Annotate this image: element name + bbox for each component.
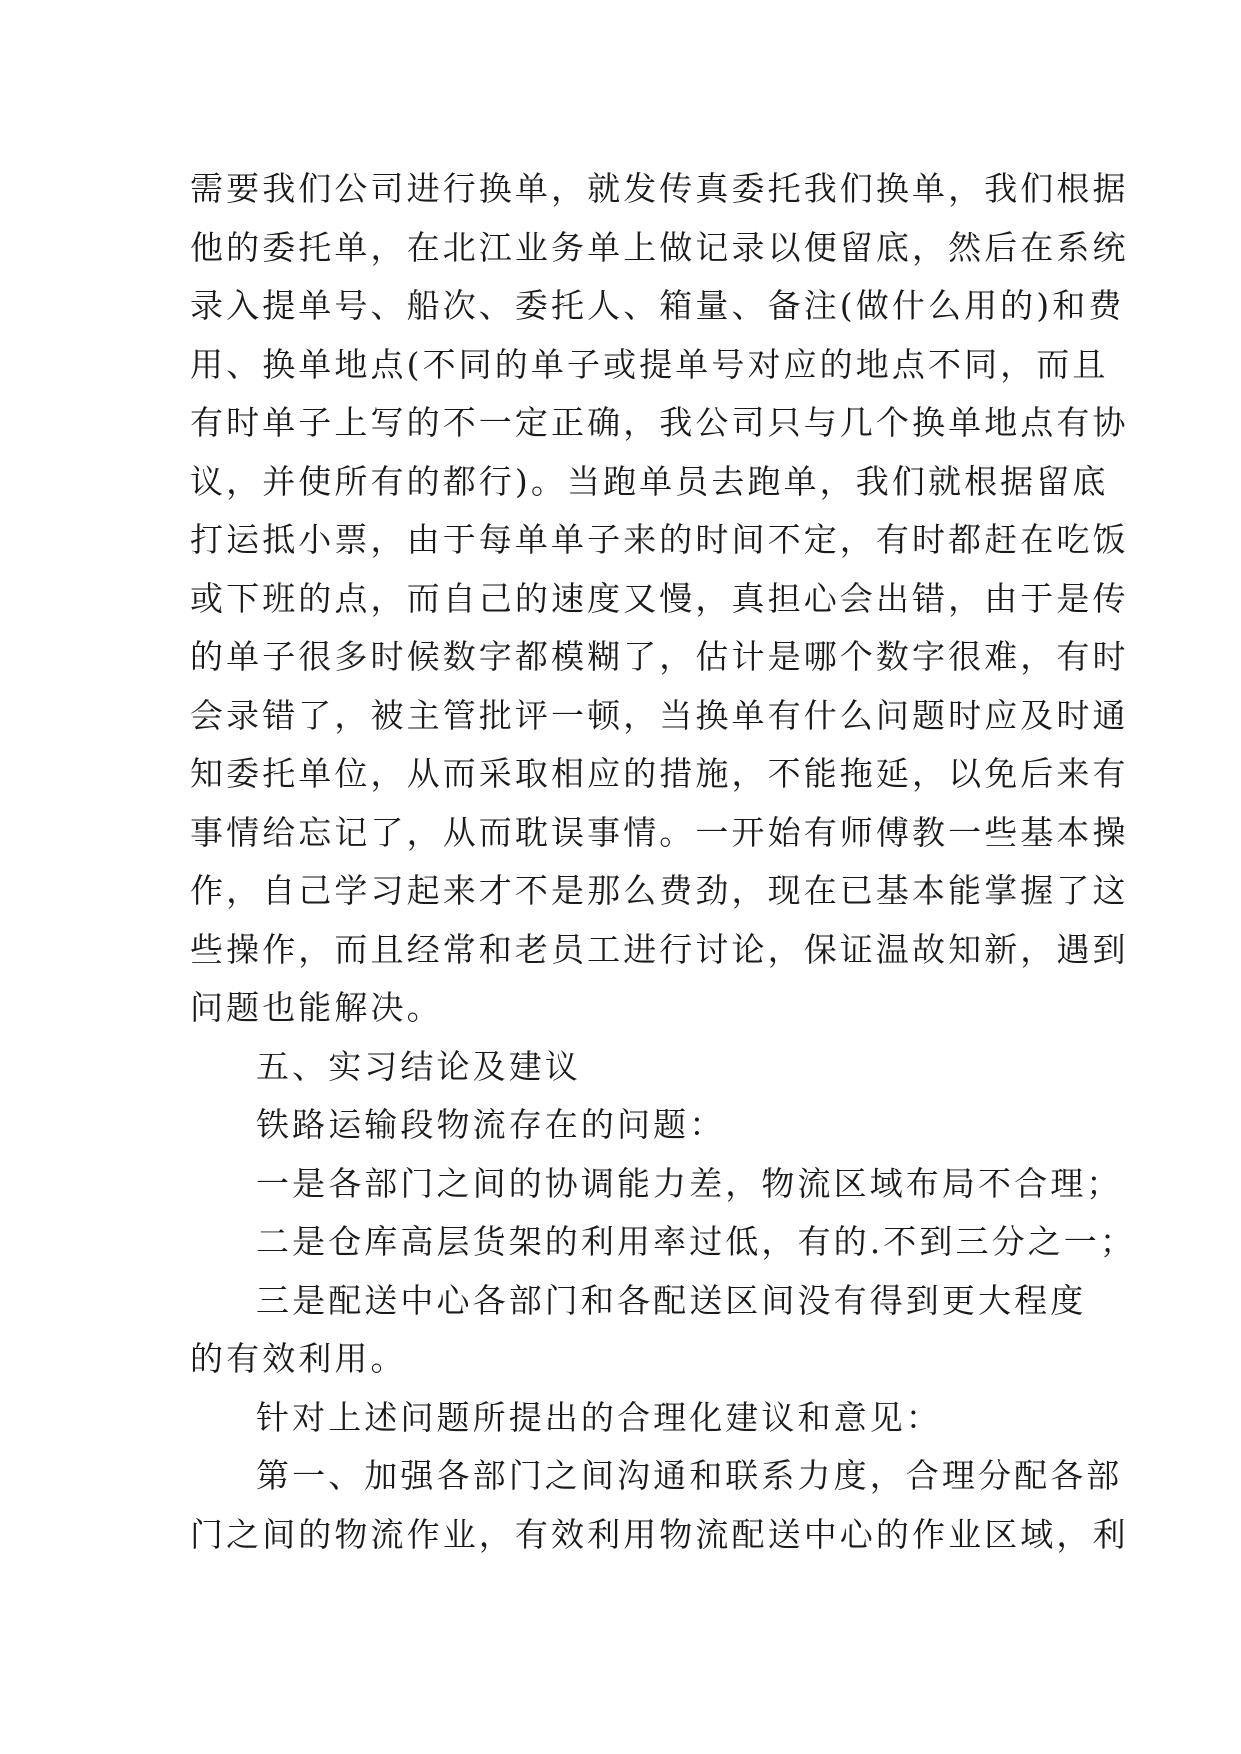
section-heading: 五、实习结论及建议	[256, 1046, 581, 1086]
text-line: 录入提单号、船次、委托人、箱量、备注(做什么用的)和费	[190, 286, 1125, 325]
text-line: 用、换单地点(不同的单子或提单号对应的地点不同，而且	[190, 344, 1109, 384]
paragraph-line: 针对上述问题所提出的合理化建议和意见：	[256, 1397, 942, 1437]
list-item: 第一、加强各部门之间沟通和联系力度，合理分配各部	[256, 1456, 1123, 1495]
text-line: 打运抵小票，由于每单单子来的时间不定，有时都赶在吃饭	[190, 520, 1129, 559]
text-line: 会录错了，被主管批评一顿，当换单有什么问题时应及时通	[190, 695, 1129, 735]
text-line: 问题也能解决。	[190, 988, 443, 1027]
text-line: 的有效利用。	[190, 1339, 407, 1378]
text-line: 有时单子上写的不一定正确，我公司只与几个换单地点有协	[190, 403, 1129, 442]
document-body	[190, 160, 1136, 1564]
list-item: 一是各部门之间的协调能力差，物流区域布局不合理；	[256, 1163, 1123, 1203]
text-line: 需要我们公司进行换单，就发传真委托我们换单，我们根据	[190, 169, 1129, 208]
paragraph-line: 铁路运输段物流存在的问题：	[256, 1105, 726, 1144]
text-line: 事情给忘记了，从而耽误事情。一开始有师傅教一些基本操	[190, 812, 1129, 852]
text-line: 门之间的物流作业，有效利用物流配送中心的作业区域，利	[190, 1514, 1129, 1554]
text-line: 的单子很多时候数字都模糊了，估计是哪个数字很难，有时	[190, 637, 1129, 676]
list-item: 二是仓库高层货架的利用率过低，有的.不到三分之一；	[256, 1222, 1136, 1261]
text-line: 或下班的点，而自己的速度又慢，真担心会出错，由于是传	[190, 578, 1129, 618]
text-line: 知委托单位，从而采取相应的措施，不能拖延，以免后来有	[190, 754, 1129, 793]
text-line: 些操作，而且经常和老员工进行讨论，保证温故知新，遇到	[190, 929, 1129, 969]
list-item: 三是配送中心各部门和各配送区间没有得到更大程度	[256, 1280, 1087, 1320]
text-line: 议，并使所有的都行)。当跑单员去跑单，我们就根据留底	[190, 461, 1109, 501]
text-line: 作，自己学习起来才不是那么费劲，现在已基本能掌握了这	[190, 871, 1129, 910]
text-line: 他的委托单，在北江业务单上做记录以便留底，然后在系统	[190, 227, 1129, 267]
